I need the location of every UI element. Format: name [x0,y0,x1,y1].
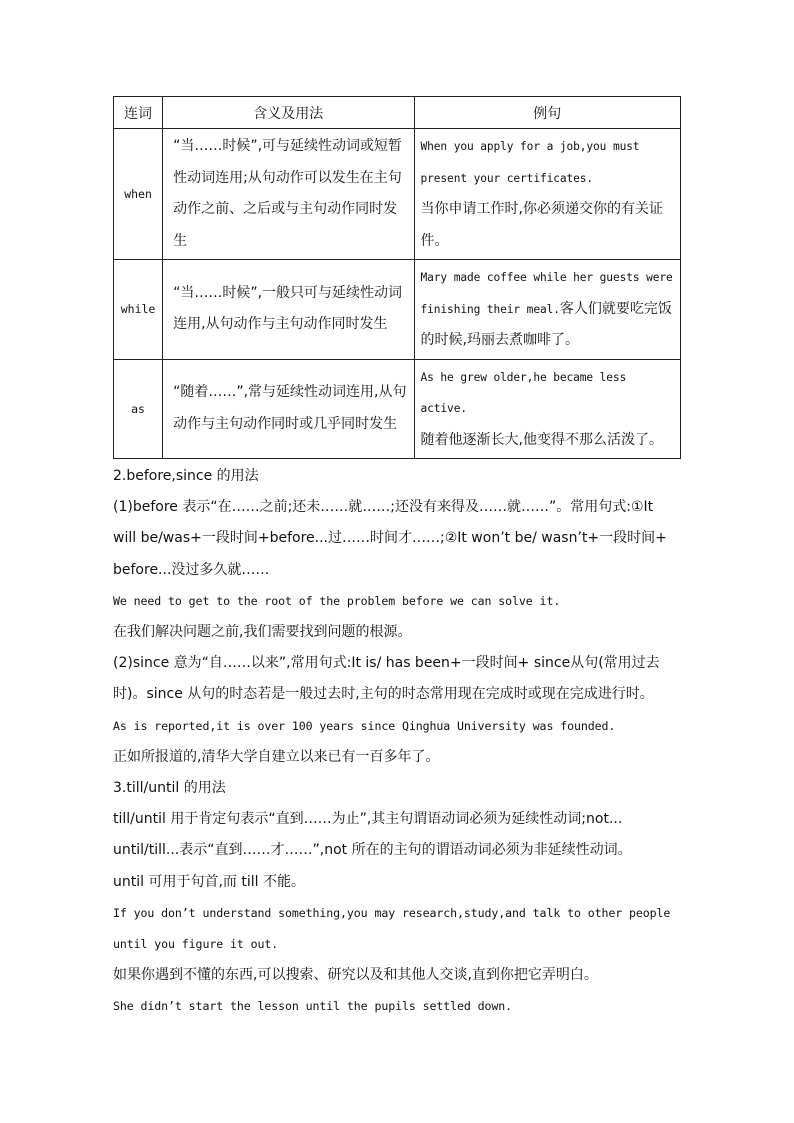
table-row [114,260,681,360]
section-heading-before-since: 2.before,since 的用法 [113,468,259,484]
paragraph-line: (1)before 表示“在……之前;还未……就……;还没有来得及……就……”。常用句式:①It [113,499,654,516]
section-heading-till-until: 3.till/until 的用法 [113,780,226,797]
example-english: We need to get to the root of the problem before we can solve it. [113,593,561,608]
example-chinese: 客人们就要吃完饭的时候,玛丽去煮咖啡了。 [420,300,672,348]
paragraph-line: till/until 用于肯定句表示“直到……为止”,其主句谓语动词必须为延续性动词;not... [113,811,623,828]
example-english: As he grew older,he became less active. [420,370,627,415]
table-row [114,359,681,459]
example-chinese-line: 如果你遇到不懂的东西,可以搜索、研究以及和其他人交谈,直到你把它弄明白。 [113,967,598,984]
example-cell [414,359,680,459]
example-english: until you figure it out. [113,937,279,952]
example-english: As is reported,it is over 100 years since Qinghua University was founded. [113,718,616,733]
example-chinese-line: 在我们解决问题之前,我们需要找到问题的根源。 [113,624,412,641]
paragraph-line: before...没过多久就…… [113,561,270,578]
table-row [114,129,681,260]
example-english-line [113,898,681,929]
example-chinese-line: 正如所报道的,清华大学自建立以来已有一百多年了。 [113,748,440,765]
example-english-line [113,711,681,742]
example-cell [414,260,680,360]
meaning-cell: “当……时候”,一般只可与延续性动词连用,从句动作与主句动作同时发生 [163,260,414,360]
header-example: 例句 [414,97,680,129]
example-english-line [113,586,681,617]
meaning-cell: “随着……”,常与延续性动词连用,从句动作与主句动作同时或几乎同时发生 [163,359,414,459]
document-page [113,96,681,1023]
example-english: If you don’t understand something,you may research,study,and talk to other people [113,905,671,920]
example-english-line [113,991,681,1022]
conjunction-cell: as [114,359,163,459]
meaning-cell: “当……时候”,可与延续性动词或短暂性动词连用;从句动作可以发生在主句动作之前、之后或与主句动作同时发生 [163,129,414,260]
paragraph-line: 时)。since 从句的时态若是一般过去时,主句的时态常用现在完成时或现在完成进行时。 [113,686,654,703]
example-cell [414,129,680,260]
table-header-row [114,97,681,129]
header-meaning-usage: 含义及用法 [163,97,414,129]
conjunction-cell: while [114,260,163,360]
paragraph-line: until/till...表示“直到……才……”,not 所在的主句的谓语动词必须为非延续性动词。 [113,842,632,859]
example-english: She didn’t start the lesson until the pupils settled down. [113,999,513,1014]
example-english-line [113,929,681,960]
header-conjunction: 连词 [114,97,163,129]
conjunction-table [113,96,681,459]
example-english: When you apply for a job,you must present your certificates. [420,140,640,185]
example-english: Mary made coffee while her guests were finishing their meal. [420,271,673,316]
paragraph-line: until 可用于句首,而 till 不能。 [113,873,305,890]
explanation-text [113,461,681,1023]
example-chinese: 随着他逐渐长大,他变得不那么活泼了。 [420,431,663,448]
paragraph-line: (2)since 意为“自……以来”,常用句式:It is/ has been+一段时间+ since从句(常用过去 [113,655,660,672]
paragraph-line: will be/was+一段时间+before...过……时间才……;②It won’t be/ wasn’t+一段时间+ [113,530,667,547]
conjunction-cell: when [114,129,163,260]
example-chinese: 当你申请工作时,你必须递交你的有关证件。 [420,201,663,249]
